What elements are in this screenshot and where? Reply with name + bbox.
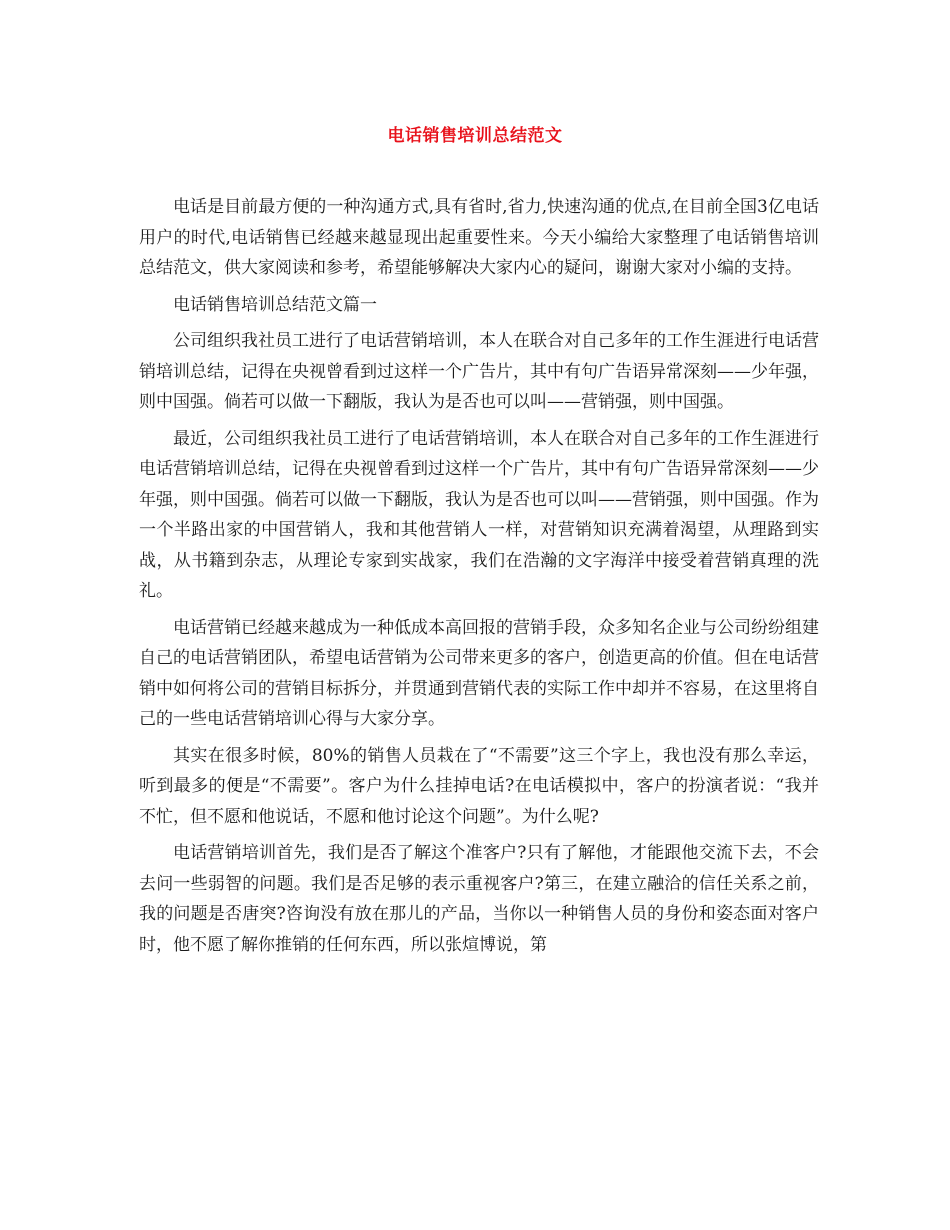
- body-paragraph-2: 最近，公司组织我社员工进行了电话营销培训，本人在联合对自己多年的工作生涯进行电话营销培训总结，记得在央视曾看到过这样一个广告片，其中有句广告语异常深刻——少年强，则中国强。倘若可以做一下翻版，我认为是否也可以叫——营销强，则中国强。作为一个半路出家的中国营销人，我和其他营销人一样，对营销知识充满着渴望，从理路到实战，从书籍到杂志，从理论专家到实战家，我们在浩瀚的文字海洋中接受着营销真理的洗礼。: [139, 428, 819, 601]
- document-body: [139, 192, 819, 966]
- body-paragraph-1: 公司组织我社员工进行了电话营销培训，本人在联合对自己多年的工作生涯进行电话营销培训总结，记得在央视曾看到过这样一个广告片，其中有句广告语异常深刻——少年强，则中国强。倘若可以做一下翻版，我认为是否也可以叫——营销强，则中国强。: [139, 331, 819, 412]
- document-title: 电话销售培训总结范文: [387, 126, 563, 146]
- body-paragraph-3: 电话营销已经越来越成为一种低成本高回报的营销手段，众多知名企业与公司纷纷组建自己的电话营销团队，希望电话营销为公司带来更多的客户，创造更高的价值。但在电话营销中如何将公司的营销目标拆分，并贯通到营销代表的实际工作中却并不容易，在这里将自己的一些电话营销培训心得与大家分享。: [139, 617, 819, 729]
- intro-paragraph: 电话是目前最方便的一种沟通方式,具有省时,省力,快速沟通的优点,在目前全国3亿电话用户的时代,电话销售已经越来越显现出起重要性来。今天小编给大家整理了电话销售培训总结范文，供大家阅读和参考，希望能够解决大家内心的疑问，谢谢大家对小编的支持。: [139, 197, 819, 278]
- body-paragraph-5: 电话营销培训首先，我们是否了解这个准客户?只有了解他，才能跟他交流下去，不会去问一些弱智的问题。我们是否足够的表示重视客户?第三，在建立融洽的信任关系之前，我的问题是否唐突?咨询没有放在那儿的产品，当你以一种销售人员的身份和姿态面对客户时，他不愿了解你推销的任何东西，所以张煊博说，第: [139, 843, 819, 955]
- body-paragraph-4: 其实在很多时候，80%的销售人员栽在了“不需要”这三个字上，我也没有那么幸运，听到最多的便是“不需要”。客户为什么挂掉电话?在电话模拟中，客户的扮演者说：“我并不忙，但不愿和他说话，不愿和他讨论这个问题”。为什么呢?: [139, 745, 819, 827]
- section-heading: 电话销售培训总结范文篇一: [173, 294, 377, 315]
